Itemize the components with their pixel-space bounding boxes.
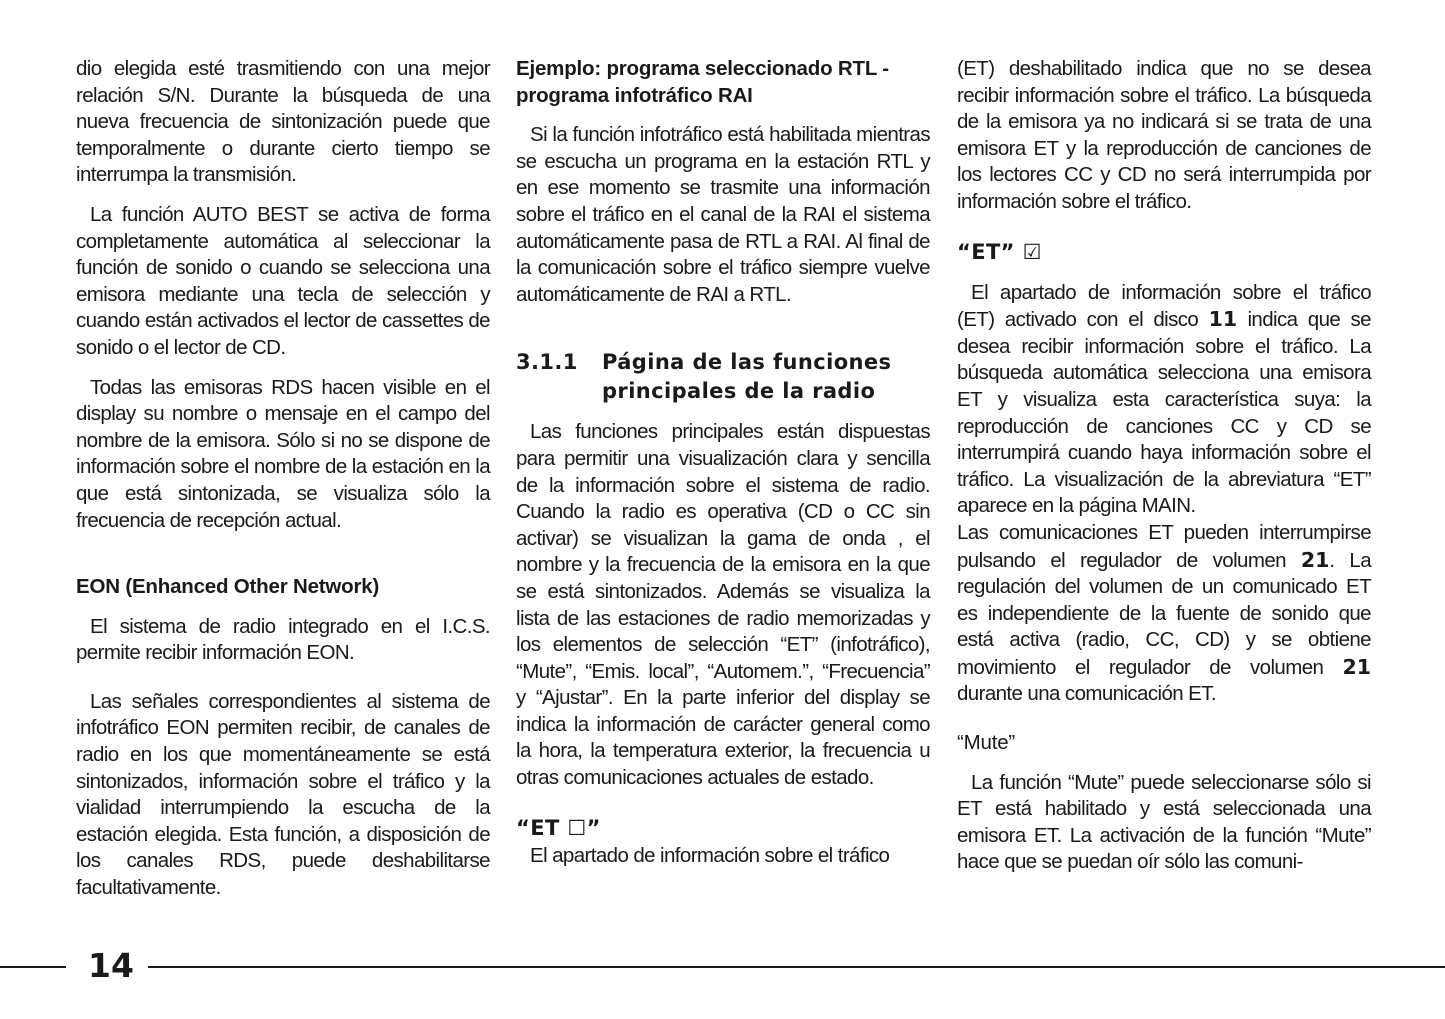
control-number: 11 <box>1208 307 1238 332</box>
heading-example: Ejemplo: programa seleccionado RTL - programa infotráfico RAI <box>516 57 889 107</box>
control-number: 21 <box>1300 547 1330 572</box>
section-title-line-2: principales de la radio <box>602 379 876 404</box>
heading-eon: EON (Enhanced Other Network) <box>76 575 380 599</box>
paragraph: Las funciones principales están dispuestas para permitir una visualización clara y sencilla de la información sobre el sistema de radio. Cuando la radio es operativa (CD o CC sin activar) se visualizan la gama de onda , el nombre y la frecuencia de la emisora en la que se está sintonizados. Además se visualiza la lista de las estaciones de radio memorizadas y los elementos de selección “ET” (infotráfico), “Mute”, “Emis. local”, “Automem.”, “Frecuencia” y “Ajustar”. En la parte inferior del display se indica la información de carácter general como la hora, la temperatura exterior, la frecuencia u otras comunicaciones actuales de estado. <box>516 420 930 790</box>
paragraph: La función AUTO BEST se activa de forma completamente automática al seleccionar la función de sonido o cuando se selecciona una emisora mediante una tecla de selección y cuando están activados el lector de cassettes de sonido o el lector de CD. <box>76 202 490 359</box>
page-number: 14 <box>88 946 134 985</box>
section-number: 3.1.1 <box>516 350 578 375</box>
paragraph: El apartado de información sobre el tráfico <box>530 843 890 867</box>
column-right <box>957 56 1371 876</box>
section-heading <box>516 348 930 406</box>
paragraph: Las comunicaciones ET pueden interrumpirse pulsando el regulador de volumen 21. La regulación del volumen de un comunicado ET es independiente de la fuente de sonido que está activa (radio, CC, CD) y se obtiene movimiento el regulador de volumen 21 durante una comunicación ET. <box>957 520 1372 706</box>
paragraph: Las señales correspondientes al sistema de infotráfico EON permiten recibir, de canales de radio en los que momentáneamente se está sintonizados, información sobre el tráfico y la vialidad interrumpiendo la escucha de la estación elegida. Esta función, a disposición de los canales RDS, puede deshabilitarse facultativamente. <box>76 689 490 900</box>
paragraph: El sistema de radio integrado en el I.C.S. permite recibir información EON. <box>76 614 490 665</box>
control-number: 21 <box>1342 654 1371 679</box>
column-left <box>76 56 490 902</box>
paragraph: Todas las emisoras RDS hacen visible en el display su nombre o mensaje en el campo del nombre de la emisora. Sólo si no se dispone de información sobre el nombre de la estación en la que está sintonizada, se visualiza sólo la frecuencia de recepción actual. <box>76 375 490 532</box>
column-middle <box>516 56 930 869</box>
heading-et-enabled: “ET” ☑ <box>957 239 1042 264</box>
footer-rule-left <box>0 966 66 968</box>
paragraph: (ET) deshabilitado indica que no se desea recibir información sobre el tráfico. La búsqueda de la emisora ya no indicará si se trata de una emisora ET y la reproducción de canciones de los lectores CC y CD no será interrumpida por información sobre el tráfico. <box>957 57 1371 213</box>
section-title-line-1: Página de las funciones <box>602 350 892 375</box>
footer-rule-right <box>148 966 1445 968</box>
paragraph: La función “Mute” puede seleccionarse sólo si ET está habilitado y está seleccionada una emisora ET. La activación de la función “Mute” hace que se puedan oír sólo las comuni- <box>957 770 1371 874</box>
heading-et-disabled: “ET ☐” <box>516 815 601 840</box>
paragraph: El apartado de información sobre el tráfico (ET) activado con el disco 11 indica que se desea recibir información sobre el tráfico. La búsqueda automática selecciona una emisora ET y visualiza esta característica suya: la reproducción de canciones CC y CD se interrumpirá cuando haya información sobre el tráfico. La visualización de la abreviatura “ET” aparece en la página MAIN. <box>957 280 1371 518</box>
paragraph: dio elegida esté trasmitiendo con una mejor relación S/N. Durante la búsqueda de una nueva frecuencia de sintonización puede que temporalmente o durante cierto tiempo se interrumpa la transmisión. <box>76 57 490 187</box>
heading-mute: “Mute” <box>957 731 1016 755</box>
paragraph: Si la función infotráfico está habilitada mientras se escucha un programa en la estación RTL y en ese momento se trasmite una información sobre el tráfico en el canal de la RAI el sistema automáticamente pasa de RTL a RAI. Al final de la comunicación sobre el tráfico siempre vuelve automáticamente de RAI a RTL. <box>516 123 930 306</box>
